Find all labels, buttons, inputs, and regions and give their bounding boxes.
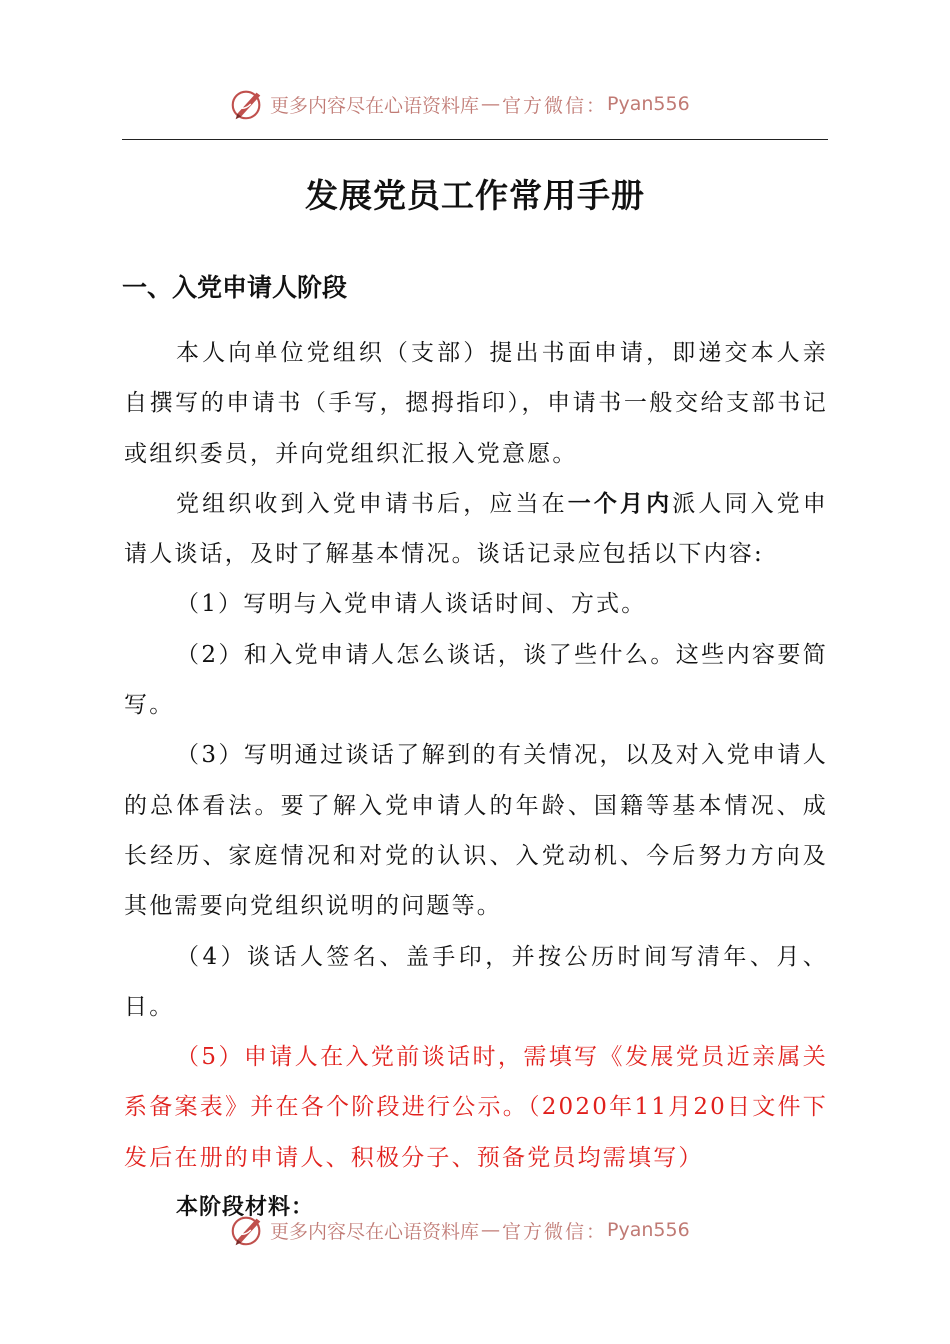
- paragraph-interview: [124, 479, 828, 580]
- paragraph-application: 本人向单位党组织（支部）提出书面申请，即递交本人亲自撰写的申请书（手写，摁拇指印），申请书一般交给支部书记或组织委员，并向党组织汇报入党意愿。: [124, 340, 828, 467]
- watermark-dash: —: [481, 1219, 501, 1241]
- deadline-emphasis: 一个月内: [567, 489, 673, 517]
- watermark-label: 官方微信：: [502, 1220, 608, 1243]
- header-watermark: [228, 84, 690, 124]
- watermark-id: Pyan556: [607, 93, 690, 115]
- watermark-site: 更多内容尽在心语资料库: [270, 1220, 480, 1243]
- list-item-2: （2）和入党申请人怎么谈话，谈了些什么。这些内容要简写。: [124, 641, 828, 719]
- list-item-1: （1）写明与入党申请人谈话时间、方式。: [176, 591, 647, 618]
- header-rule: [122, 139, 828, 140]
- watermark-id: Pyan556: [607, 1219, 690, 1241]
- materials-label: 本阶段材料：: [176, 1195, 315, 1221]
- pen-circle-icon: [228, 85, 266, 123]
- footer-watermark: [228, 1210, 690, 1250]
- section-heading: 一、入党申请人阶段: [122, 273, 348, 302]
- document-title: 发展党员工作常用手册: [305, 176, 645, 215]
- watermark-label: 官方微信：: [502, 94, 608, 117]
- watermark-site: 更多内容尽在心语资料库: [270, 94, 480, 117]
- watermark-dash: —: [481, 93, 501, 115]
- paragraph-interview-start: 党组织收到入党申请书后，应当在: [176, 490, 568, 517]
- list-item-5-highlight: （5）申请人在入党前谈话时，需填写《发展党员近亲属关系备案表》并在各个阶段进行公示。（2020年11月20日文件下发后在册的申请人、积极分子、预备党员均需填写）: [124, 1044, 828, 1171]
- list-item-3: （3）写明通过谈话了解到的有关情况，以及对入党申请人的总体看法。要了解入党申请人的年龄、国籍等基本情况、成长经历、家庭情况和对党的认识、入党动机、今后努力方向及其他需要向党组织说明的问题等。: [124, 742, 828, 920]
- list-item-4: （4）谈话人签名、盖手印，并按公历时间写清年、月、日。: [124, 943, 828, 1020]
- paragraph-interview-end: 派人同入党申请人谈话，及时了解基本情况。谈话记录应包括以下内容:: [124, 490, 828, 568]
- pen-circle-icon: [228, 1211, 266, 1249]
- document-body: [124, 328, 828, 1233]
